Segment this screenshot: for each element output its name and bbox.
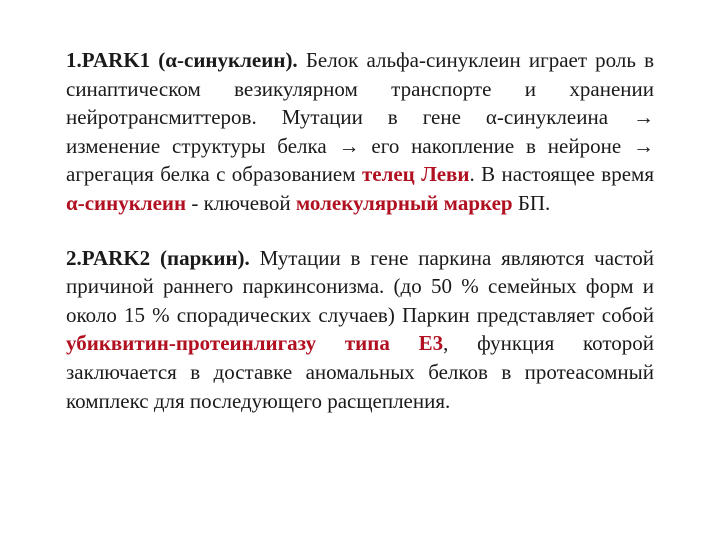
park1-text-3: - ключевой (186, 190, 296, 215)
park2-paragraph (66, 244, 654, 416)
park2-heading: 2.PARK2 (паркин). (66, 245, 250, 270)
park1-paragraph (66, 46, 654, 218)
park1-heading: 1.PARK1 (α-синуклеин). (66, 48, 298, 72)
park1-highlight-synuclein: α-синуклеин (66, 190, 187, 215)
park1-text-1: Белок альфа-синуклеин играет роль в синаптическом везикулярном транспорте и хранении нейротрансмиттеров. Мутации в гене α-синуклеина → изменение структуры белка → его накопление в нейроне → агрегация белка с образованием (66, 48, 654, 187)
park1-highlight-lewy-bodies: телец Леви (361, 162, 470, 187)
park1-highlight-marker: молекулярный маркер (295, 190, 513, 215)
park2-text-1: Мутации в гене паркина являются частой причиной раннего паркинсонизма. (до 50 % семейных форм и около 15 % спорадических случаев) Паркин представляет собой (66, 245, 654, 327)
park2-text-2: , функция которой заключается в доставке аномальных белков в протеасомный комплекс для последующего расщепления. (66, 331, 654, 413)
park1-text-2: . В настоящее время (469, 162, 654, 187)
slide-content (66, 46, 654, 415)
park2-highlight-ligase: убиквитин-протеинлигазу типа Е3 (66, 331, 444, 356)
park1-text-4: БП. (512, 190, 551, 215)
